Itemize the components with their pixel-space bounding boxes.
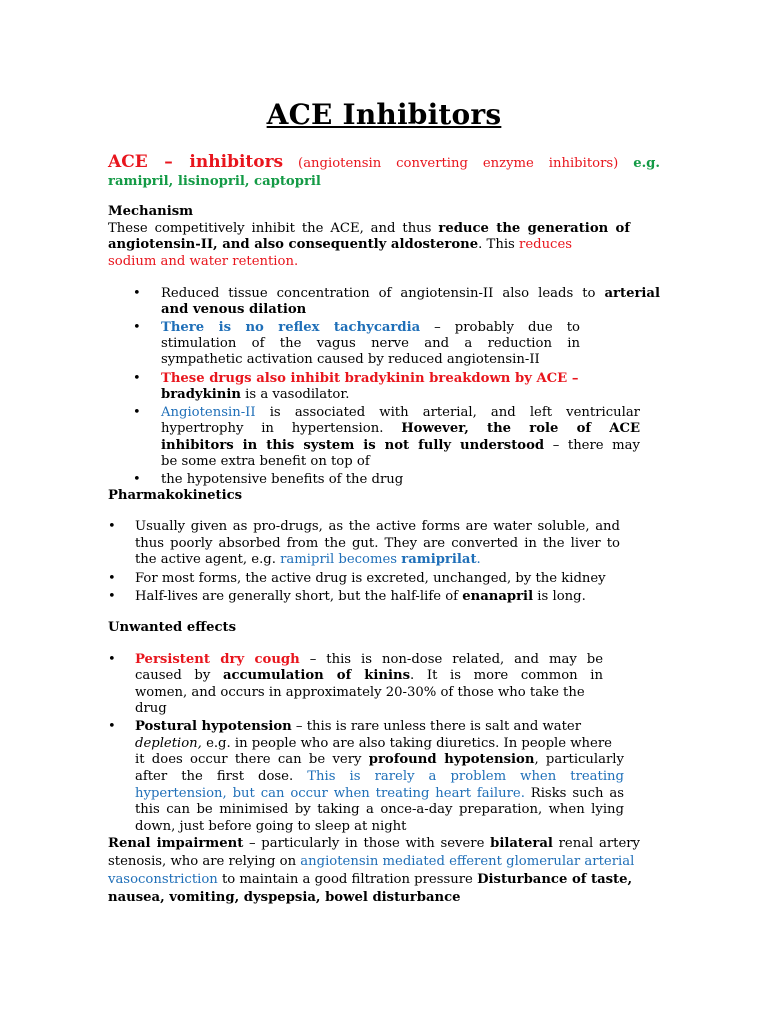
bold-text: accumulation of kinins xyxy=(222,668,411,683)
ue-bullet-2-line-1 xyxy=(135,718,581,735)
text: hypertrophy in hypertension. xyxy=(161,421,384,436)
intro-line-2 xyxy=(108,173,321,190)
bold-text: inhibitors in this system is not fully understood xyxy=(161,438,545,453)
pk-bullet-1-line-2: thus poorly absorbed from the gut. They are converted in the liver to xyxy=(135,536,620,551)
bold-text: enanapril xyxy=(462,589,534,604)
blue-text: hypertension, but can occur when treating heart failure. xyxy=(135,786,525,801)
text: is associated with arterial, and left ventricular xyxy=(269,405,640,420)
mech-bullet-3-line-1 xyxy=(161,370,578,387)
drug-examples: ramipril, lisinopril, captopril xyxy=(108,174,321,189)
intro-line-1 xyxy=(108,152,660,174)
bullet-dot: • xyxy=(133,286,141,301)
text: caused by xyxy=(135,668,211,683)
bold-text: bilateral xyxy=(490,836,553,851)
text: after the first dose. xyxy=(135,769,294,784)
mechanism-red: reduces xyxy=(519,237,573,252)
bold-text: Postural hypotension xyxy=(135,719,292,734)
bold-text: nausea, vomiting, dyspepsia, bowel disturbance xyxy=(108,890,461,905)
blue-text: vasoconstriction xyxy=(108,872,218,887)
bullet-dot: • xyxy=(133,472,141,487)
mech-bullet-4-line-3 xyxy=(161,437,640,454)
text: it does occur there can be very xyxy=(135,752,362,767)
bold-text: arterial xyxy=(604,286,660,301)
blue-text: This is rarely a problem when treating xyxy=(307,769,624,784)
ue-heading: Unwanted effects xyxy=(108,620,237,635)
text: – this is rare unless there is salt and water xyxy=(295,719,582,734)
mech-bullet-1-line-2 xyxy=(161,301,306,318)
mech-bullet-4-line-1 xyxy=(161,404,640,421)
bold-text: However, the role of ACE xyxy=(401,421,640,436)
text: , particularly xyxy=(534,752,624,767)
text: the active agent, e.g. xyxy=(135,552,276,567)
mechanism-line-2 xyxy=(108,236,572,253)
bullet-dot: • xyxy=(108,589,116,604)
bold-text: and venous dilation xyxy=(161,302,307,317)
text: Risks such as xyxy=(530,786,624,801)
renal-line-2 xyxy=(108,853,634,870)
red-bold-text: These drugs also inhibit bradykinin breakdown by ACE – xyxy=(161,371,579,386)
bold-text: Renal impairment xyxy=(108,836,244,851)
bullet-dot: • xyxy=(108,652,116,667)
ue-bullet-2-line-5 xyxy=(135,785,624,802)
blue-text: angiotensin mediated efferent glomerular arterial xyxy=(300,854,635,869)
ue-bullet-2-line-6: this can be minimised by taking a once-a-day preparation, when lying xyxy=(135,802,624,817)
mech-bullet-4-line-2 xyxy=(161,420,640,437)
mechanism-text-2: . This xyxy=(478,237,515,252)
mech-bullet-1-line-1 xyxy=(161,285,660,302)
mech-bullet-2-line-2: stimulation of the vagus nerve and a reduction in xyxy=(161,336,580,351)
mech-bullet-3-line-2 xyxy=(161,386,349,403)
mech-bullet-5: the hypotensive benefits of the drug xyxy=(161,472,404,487)
bullet-dot: • xyxy=(133,405,141,420)
pk-bullet-1-line-3 xyxy=(135,551,481,568)
mechanism-line-1 xyxy=(108,220,630,237)
text: e.g. in people who are also taking diuretics. In people where xyxy=(206,736,612,751)
blue-bold-text: There is no reflex tachycardia xyxy=(161,320,421,335)
text: – probably due to xyxy=(434,320,580,335)
pk-bullet-3 xyxy=(135,588,586,605)
text: Half-lives are generally short, but the half-life of xyxy=(135,589,459,604)
ue-bullet-1-line-3: women, and occurs in approximately 20-30% of those who take the xyxy=(135,685,585,700)
blue-text: ramipril becomes xyxy=(280,552,398,567)
blue-text: . xyxy=(476,552,481,567)
renal-line-1 xyxy=(108,835,640,852)
text: is long. xyxy=(537,589,586,604)
bullet-dot: • xyxy=(133,320,141,335)
mech-bullet-2-line-3: sympathetic activation caused by reduced angiotensin-II xyxy=(161,352,540,367)
mech-bullet-4-line-4: be some extra benefit on top of xyxy=(161,454,370,469)
pk-bullet-1-line-1: Usually given as pro-drugs, as the active forms are water soluble, and xyxy=(135,519,620,534)
text: – there may xyxy=(552,438,640,453)
bullet-dot: • xyxy=(108,719,116,734)
mech-bullet-2-line-1 xyxy=(161,319,580,336)
bullet-dot: • xyxy=(108,519,116,534)
text: Reduced tissue concentration of angiotensin-II also leads to xyxy=(161,286,596,301)
ue-bullet-2-line-7: down, just before going to sleep at night xyxy=(135,819,407,834)
ue-bullet-2-line-3 xyxy=(135,751,624,768)
bullet-dot: • xyxy=(133,371,141,386)
red-bold-text: Persistent dry cough xyxy=(135,652,300,667)
renal-line-4 xyxy=(108,889,461,906)
eg-label: e.g. xyxy=(633,156,660,171)
text: stenosis, who are relying on xyxy=(108,854,297,869)
mechanism-line-3: sodium and water retention. xyxy=(108,254,299,269)
drug-class-name: ACE – inhibitors xyxy=(108,152,284,172)
text: to maintain a good filtration pressure xyxy=(221,872,473,887)
bold-text: Disturbance of taste, xyxy=(477,872,633,887)
ue-bullet-1-line-4: drug xyxy=(135,701,167,716)
mechanism-bold: reduce the generation of xyxy=(438,221,630,236)
blue-text: Angiotensin-II xyxy=(161,405,256,420)
text: – this is non-dose related, and may be xyxy=(309,652,603,667)
mechanism-heading: Mechanism xyxy=(108,204,194,219)
ue-bullet-2-line-2 xyxy=(135,735,612,752)
ue-bullet-2-line-4 xyxy=(135,768,624,785)
ue-bullet-1-line-1 xyxy=(135,651,603,668)
mechanism-text: These competitively inhibit the ACE, and thus xyxy=(108,221,432,236)
ue-bullet-1-line-2 xyxy=(135,667,603,684)
page-title: ACE Inhibitors xyxy=(266,98,502,131)
bold-text: profound hypotension xyxy=(368,752,535,767)
italic-text: depletion, xyxy=(135,736,202,751)
text: is a vasodilator. xyxy=(245,387,350,402)
mechanism-bold-2: angiotensin-II, and also consequently aldosterone xyxy=(108,237,479,252)
text: – particularly in those with severe xyxy=(249,836,485,851)
pk-heading: Pharmakokinetics xyxy=(108,488,243,503)
blue-bold-text: ramiprilat xyxy=(401,552,477,567)
bold-text: bradykinin xyxy=(161,387,241,402)
text: . It is more common in xyxy=(410,668,603,683)
pk-bullet-2: For most forms, the active drug is excreted, unchanged, by the kidney xyxy=(135,571,606,586)
drug-class-expansion: (angiotensin converting enzyme inhibitors) xyxy=(298,156,619,171)
text: renal artery xyxy=(558,836,640,851)
bullet-dot: • xyxy=(108,571,116,586)
renal-line-3 xyxy=(108,871,632,888)
